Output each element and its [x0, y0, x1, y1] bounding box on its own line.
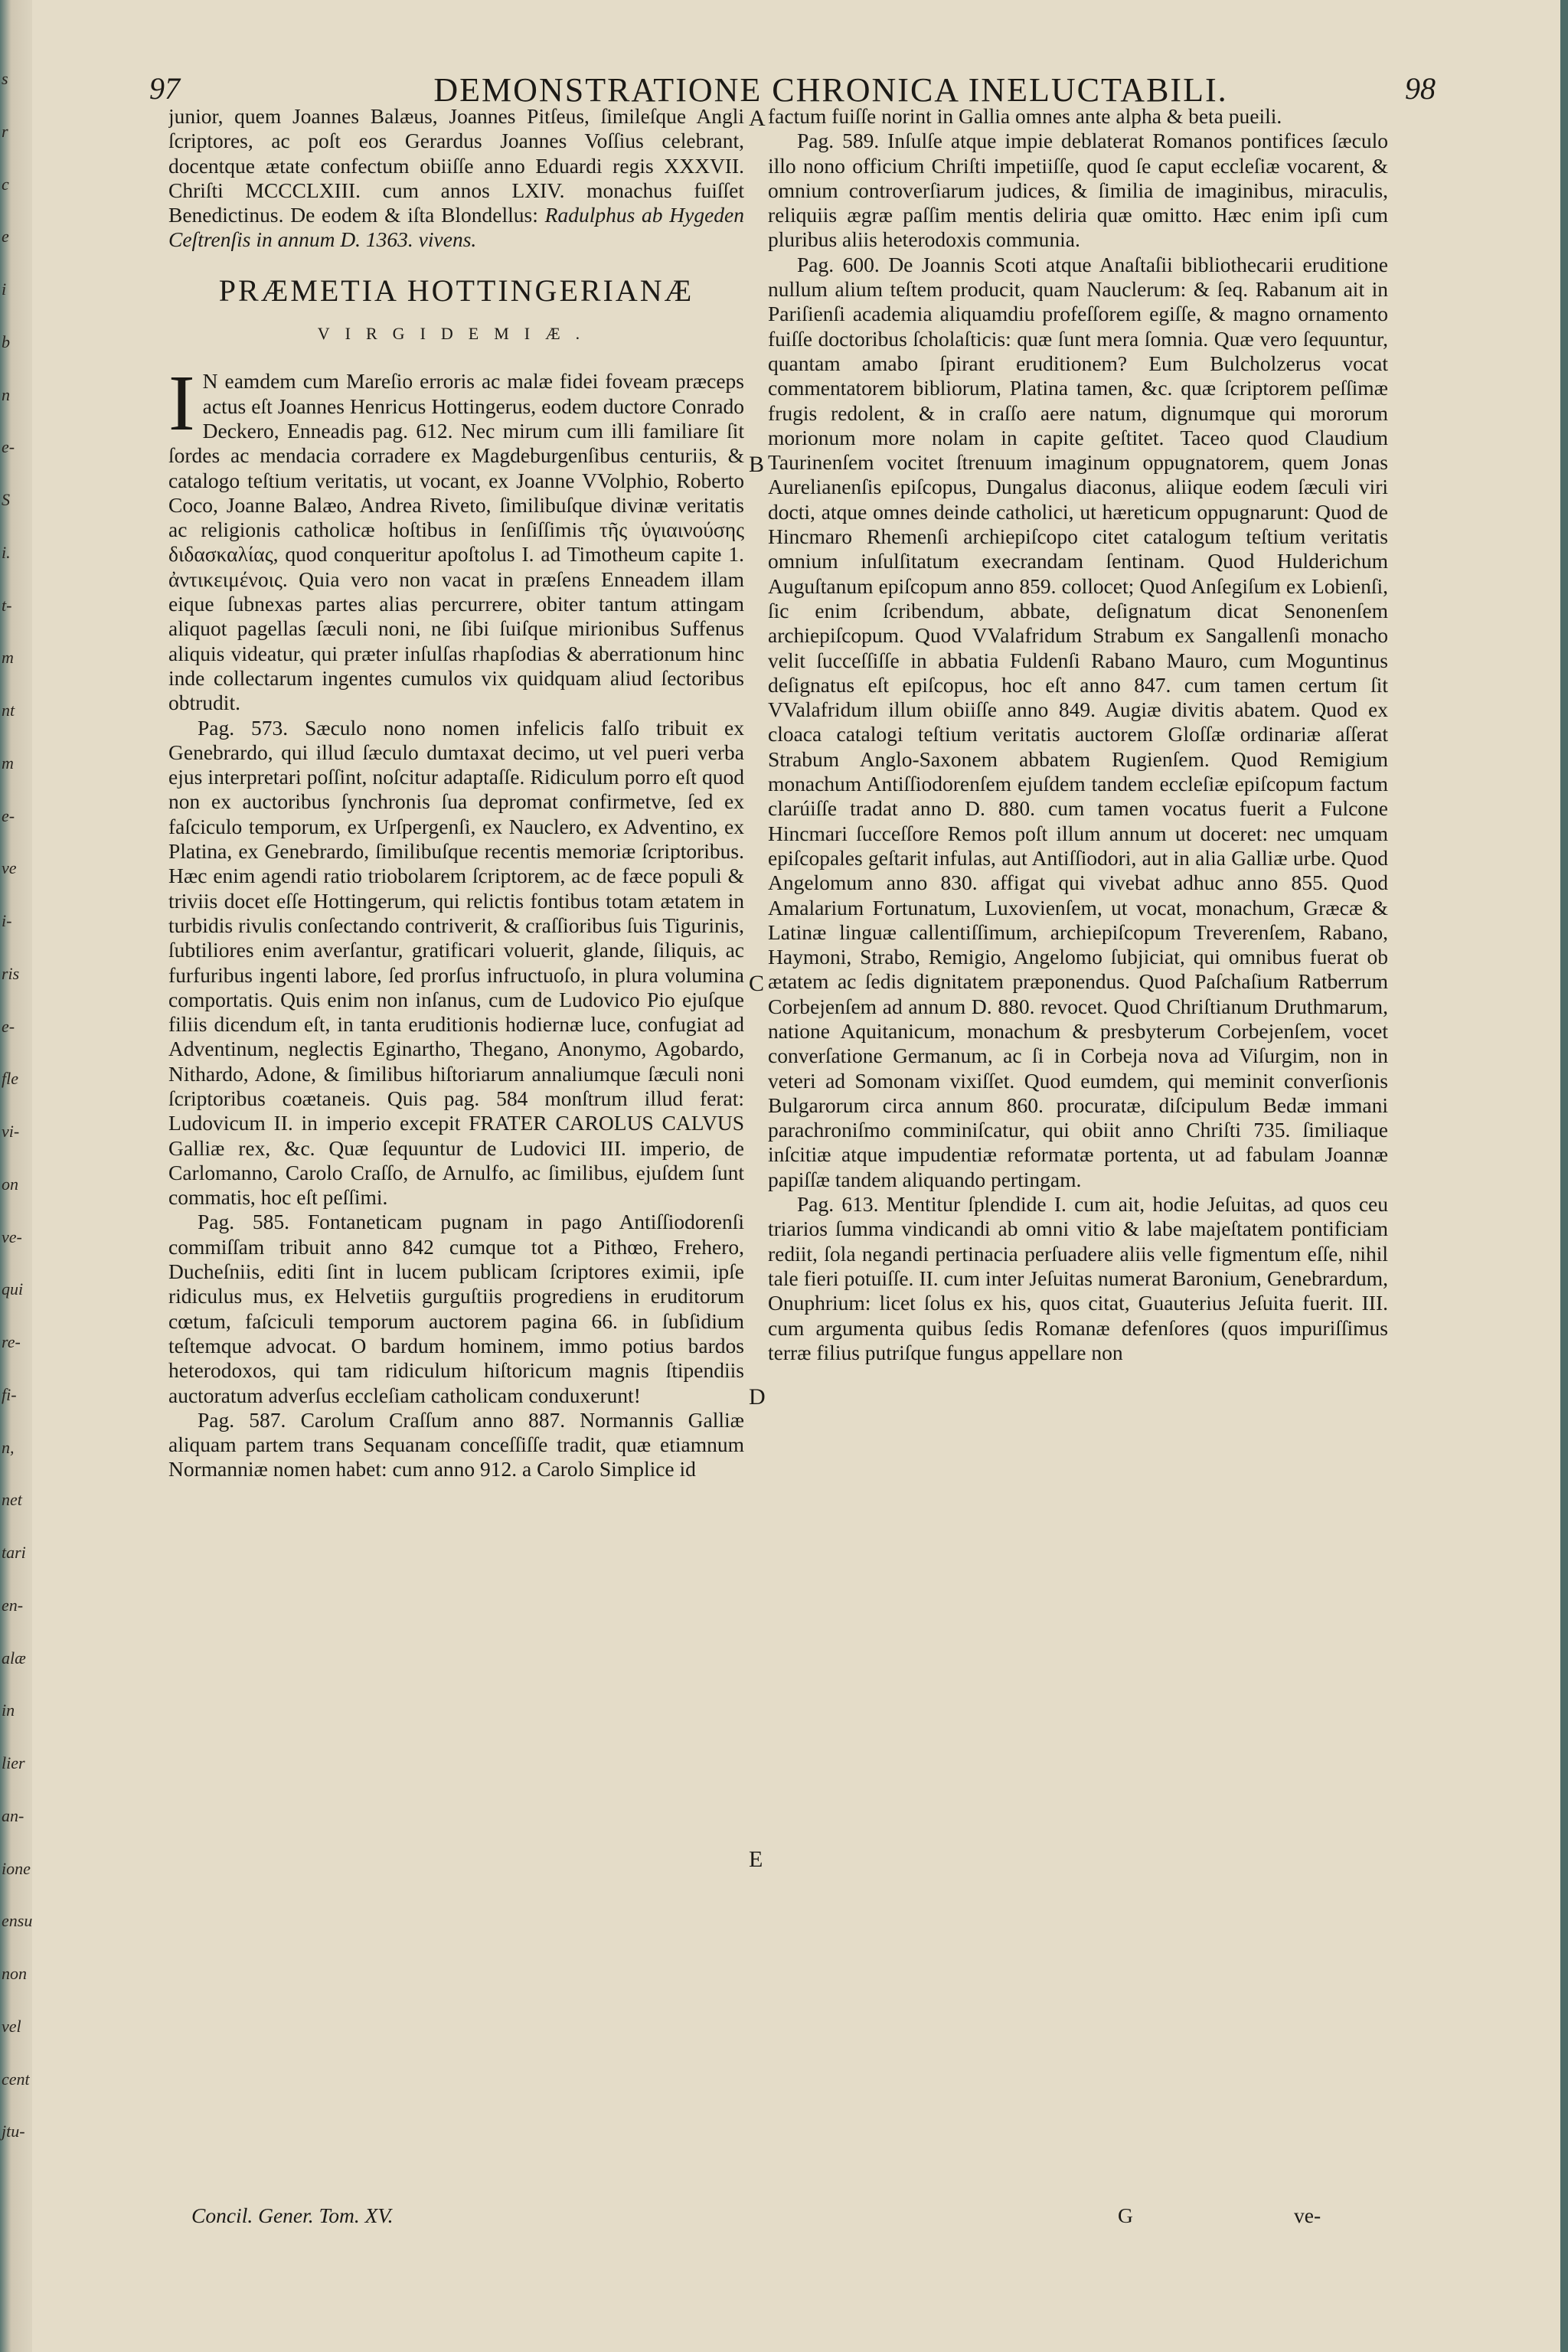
page-number-left: 97	[149, 71, 180, 106]
gutter-fragment: r	[2, 122, 8, 141]
gutter-fragment: ensu	[2, 1911, 32, 1930]
gutter-fragment: e	[2, 227, 9, 246]
gutter-fragment: c	[2, 175, 9, 194]
margin-letter-d: D	[749, 1384, 766, 1410]
gutter-fragment: t-	[2, 596, 12, 615]
gutter-fragment: qui	[2, 1279, 24, 1298]
gutter-fragment: i.	[2, 543, 11, 562]
gutter-fragment: on	[2, 1174, 18, 1194]
page-footer	[191, 2203, 1416, 2234]
gutter-fragment: ris	[2, 964, 20, 983]
margin-letter-b: B	[749, 452, 765, 477]
left-column	[168, 104, 744, 2233]
gutter-fragment: vel	[2, 2017, 21, 2036]
footer-title: Concil. Gener. Tom. XV.	[191, 2203, 394, 2227]
gutter-fragment: ve	[2, 858, 17, 877]
gutter-fragment: b	[2, 332, 10, 351]
gutter-fragment: fi-	[2, 1385, 17, 1404]
gutter-fragment: n,	[2, 1438, 15, 1457]
paragraph: Pag. 573. Sæculo nono nomen infelicis falſo tribuit ex Genebrardo, qui illud ſæculo dumtaxat decimo, ut vel pueri verba ejus interpretari poſſint, noſcitur adaptaſſe. Ridiculum porro eſt quod non ex auctoribus ſynchronis ſua depromat confirmetve, ſed ex faſciculo temporum, ex Urſpergenſi, ex Nauclero, ex Adventino, ex Platina, ex Genebrardo, ſimilibuſque recentis memoriæ ſcriptoribus. Hæc enim agendi ratio triobolarem ſcriptorem, ac de fæce populi & triviis docet eſſe Hottingerum, qui relictis fontibus totam ætatem in turbidis rivulis conſectando contriverit, & craſſioribus ſuis Tigurinis, ſubtiliores enim averſantur, gratificari voluerit, glande, ſiliquis, ac furfuribus ingenti labore, ſed prorſus infructuoſo, in plura volumina comportatis. Quis enim non inſanus, cum de Ludovico Pio ejuſque filiis dicendum eſt, in tanta eruditionis hodiernæ luce, confugiat ad Adventinum, neglectis Eginartho, Thegano, Anonymo, Agobardo, Nithardo, Adone, & ſimilibus hiſtoriarum annaliumque ſæculi noni ſcriptoribus coætaneis. Quis pag. 584 monſtrum illud ferat: Ludovicum II. in imperio excepit FRATER CAROLUS CALVUS Galliæ rex, &c. Quæ ſequuntur de Ludovici III. imperio, de Carlomanno, Carolo Craſſo, de Arnulfo, ac ſimilibus, ejuſdem ſunt commatis, hoc eſt peſſimi.	[168, 715, 744, 1210]
catchword: ve-	[1294, 2203, 1321, 2227]
gutter-fragment: an-	[2, 1806, 24, 1825]
paragraph: factum fuiſſe norint in Gallia omnes ante alpha & beta pueili.	[768, 104, 1282, 128]
running-header	[149, 70, 1436, 109]
section-title: PRÆMETIA HOTTINGERIANÆ	[218, 273, 694, 308]
gutter-fragment: vi-	[2, 1122, 20, 1141]
gutter-fragment: e-	[2, 437, 15, 456]
gutter-fragment: nt	[2, 701, 15, 720]
margin-letter-a: A	[749, 106, 766, 131]
gutter-fragment: re-	[2, 1332, 21, 1351]
paragraph: Pag. 587. Carolum Craſſum anno 887. Normannis Galliæ aliquam partem trans Sequanam conceſſiſſe tradit, quæ etiamnum Normanniæ nomen habet: cum anno 912. a Carolo Simplice id	[168, 1407, 744, 1481]
gutter-fragment: in	[2, 1700, 15, 1720]
drop-cap: I	[168, 359, 195, 448]
gutter-fragment: net	[2, 1490, 22, 1509]
running-title: DEMONSTRATIONE CHRONICA INELUCTABILI.	[433, 71, 1228, 109]
paragraph: Pag. 585. Fontaneticam pugnam in pago Antiſſiodorenſi commiſſam tribuit anno 842 cumque tot a Pithœo, Frehero, Ducheſniis, editi ſint in lucem publicam ſcriptores eximii, ipſe ridiculus mus, ex Helvetiis gurguſtiis progrediens in eruditorum cœtum, faſciculi temporum auctorem pagina 66. in ſubſidium teſtemque advocat. O bardum hominem, immo potius bardos heterodoxos, qui tam ridiculum hiſtoricum magnis ſtipendiis auctoratum adverſus eccleſiam catholicam conduxerunt!	[168, 1210, 744, 1407]
section-subtitle: VIRGIDEMIÆ.	[317, 324, 596, 344]
gutter-fragment: e-	[2, 1017, 15, 1036]
gutter-fragment: ione	[2, 1859, 31, 1878]
gutter-fragment: i	[2, 279, 7, 299]
gutter-fragment: e-	[2, 806, 15, 825]
gutter-fragment: lier	[2, 1753, 25, 1772]
paragraph: Pag. 613. Mentitur ſplendide I. cum ait, hodie Jeſuitas, ad quos ceu triarios ſumma vindicandi ab omni vitio & labe majeſtatem pontificiam rediit, ſola negandi pertinacia perſuadere aliis velle figmentum eſſe, nihil tale fieri potuiſſe. II. cum inter Jeſuitas numerat Baronium, Genebrardum, Onuphrium: licet ſolus ex his, quos citat, Guauterius Jeſuita fuerit. III. cum argumenta quibus ſedis Romanæ defenſores (quos impuriſſimus terræ filius putriſque fungus appellare non	[768, 1192, 1388, 1364]
margin-letter-e: E	[749, 1847, 763, 1872]
gutter-fragment: non	[2, 1964, 27, 1983]
signature-mark: G	[1118, 2203, 1133, 2227]
small-caps-name: FRATER CAROLUS CALVUS	[469, 1111, 744, 1135]
paragraph: Pag. 589. Inſulſe atque impie deblaterat Romanos pontifices ſæculo illo nono officium Chriſti impetiiſſe, quod ſe caput eccleſiæ vocarent, & omnium controverſiarum judices, & ſimilia de imaginibus, miraculis, reliquiis ægræ paſſim mentis deliria quæ omitto. Hæc enim ipſi cum pluribus aliis heterodoxis communia.	[768, 129, 1388, 252]
paragraph: junior, quem Joannes Balæus, Joannes Pitſeus, ſimileſque Angli ſcriptores, ac poſt eos Gerardus Joannes Voſſius celebrant, docentque ætate confectum obiiſſe anno Eduardi regis XXXVII. Chriſti MCCCLXIII. cum annos LXIV. monachus fuiſſet Benedictinus. De eodem & iſta Blondellus: Radulphus ab Hygeden Ceſtrenſis in annum D. 1363. vivens.	[168, 104, 744, 252]
page-number-right: 98	[1405, 71, 1436, 106]
gutter-fragment: ve-	[2, 1227, 22, 1246]
gutter-fragment: S	[2, 490, 10, 509]
gutter-fragment: m	[2, 753, 14, 773]
gutter-fragment: i-	[2, 911, 12, 930]
right-column	[768, 104, 1388, 2233]
gutter-fragment: fle	[2, 1069, 18, 1088]
gutter-fragment: s	[2, 69, 8, 88]
gutter-fragment: alæ	[2, 1648, 26, 1668]
gutter-fragment: cent	[2, 2069, 30, 2089]
binding-gutter	[0, 0, 32, 2352]
margin-letter-c: C	[749, 971, 765, 996]
paragraph: Pag. 600. De Joannis Scoti atque Anaſtaſii bibliothecarii eruditione nullum alium teſtem producit, quam Nauclerum: & ſeq. Rabanum ait in Pariſienſi academia aliquamdiu profeſſorem egiſſe, & magno ornamento fuiſſe doctoribus ſcholaſticis: quæ ſunt mera ſomnia. Quæ vero ſequuntur, quantam amabo ſpirant eruditionem? Eum Bulcholzerus vocat commentatorem bibliorum, Platina tamen, &c. quæ ſcriptorem peſſimæ frugis redolent, & in craſſo aere natum, dignumque qui mororum morionum more nolam in capite geſtitet. Taceo quod Claudium Taurinenſem vocitet ſtrenuum imaginum oppugnatorem, quem Jonas Aurelianenſis epiſcopus, Dungalus diaconus, aliique eodem ſæculi viri docti, atque omnes deinde catholici, ut hæreticum oppugnarunt: Quod de Hincmaro Rhemenſi archiepiſcopo citet catalogum teſtium veritatis omnium inſulſitatum execrandam ſentinam. Quod Hulderichum Auguſtanum epiſcopum anno 859. collocet; Quod Anſegiſum ex Lobienſi, ſic enim ſcribendum, abbate, deſignatum dicat Senonenſem archiepiſcopum. Quod VValafridum Strabum ex Sangallenſi monacho velit ſucceſſiſſe in abbatia Fuldenſi Rabano Mauro, cum Moguntinus deſignatus eſt epiſcopus, hoc eſt anno 847. cum tamen certum ſit VValafridum illum obiiſſe anno 849. Augiæ divitis abatem. Quod ex cloaca catalogi teſtium veritatis auctorem Gloſſæ ordinariæ aſſerat Strabum Anglo-Saxonem abbatem Rugienſem. Quod Remigium monachum Antiſſiodorenſem ejuſdem tandem eccleſiæ epiſcopum factum clarúiſſe tradat anno D. 880. cum tamen vocatus fuerit a Fulcone Hincmari ſucceſſore Remos poſt illum annum ut doceret: nec umquam epiſcopales geſtarit infulas, aut Antiſſiodori, aut in alia Galliæ urbe. Quod Angelomum anno 830. affigat qui vivebat adhuc anno 855. Quod Amalarium Fortunatum, Luxovienſem, ut vocat, monachum, Græcæ & Latinæ linguæ callentiſſimum, archiepiſcopum Treverenſem, Rabano, Haymoni, Strabo, Remigio, Angelomo ſubjiciat, qui omnibus fuerat ob ætatem ac ſedis dignitatem præponendus. Quod Paſchaſium Ratberrum Corbejenſem ad annum D. 880. revocet. Quod Chriſtianum Druthmarum, natione Aquitanicum, monachum & presbyterum Corbejenſem, vocet converſatione Germanum, ac ſi in Corbeja nova ad Viſurgim, non in veteri ad Somonam vixiſſet. Quod eumdem, qui meminit converſionis Bulgarorum circa annum 860. procuratæ, diſcipulum Bedæ immani parachroniſmo comminiſcatur, qui obiit anno Chriſti 735. ſimiliaque inſcitiæ atque impudentiæ reformatæ portenta, ut ad fabulam Joannæ papiſſæ tandem aliquando pertingam.	[768, 252, 1388, 1191]
gutter-fragment: tari	[2, 1543, 26, 1562]
gutter-fragment: n	[2, 385, 10, 404]
gutter-fragment: m	[2, 648, 14, 667]
gutter-fragment: en-	[2, 1596, 24, 1615]
paragraph: I N eamdem cum Mareſio erroris ac malæ fidei foveam præceps actus eſt Joannes Henricus Hottingerus, eodem ductore Conrado Deckero, Enneadis pag. 612. Nec mirum cum illi familiare ſit ſordes ac mendacia corradere ex Magdeburgenſibus centuriis, & catalogo teſtium veritatis, ut vocant, ex Joanne VVolphio, Roberto Coco, Joanne Balæo, Andrea Riveto, ſimilibuſque divinæ veritatis ac religionis catholicæ hoſtibus in ſenſiſſimis τῆς ὑγιαινούσης διδασκαλίας, quod conqueritur apoſtolus I. ad Timotheum capite 1. ἀντικειμένοις. Quia vero non vacat in præſens Enneadem illam eique ſubnexas partes alias percurrere, obiter tantum attingam aliquot pagellas ſæculi noni, ne ſibi ſuiſque mirionibus Suffenus aliquis videatur, qui præter inſulſas rhapſodias & aberrationum hinc inde collectarum ingentes cumulos vix quidquam aliud ſectoribus obtrudit.	[168, 359, 744, 715]
gutter-fragment: jtu-	[2, 2122, 25, 2141]
